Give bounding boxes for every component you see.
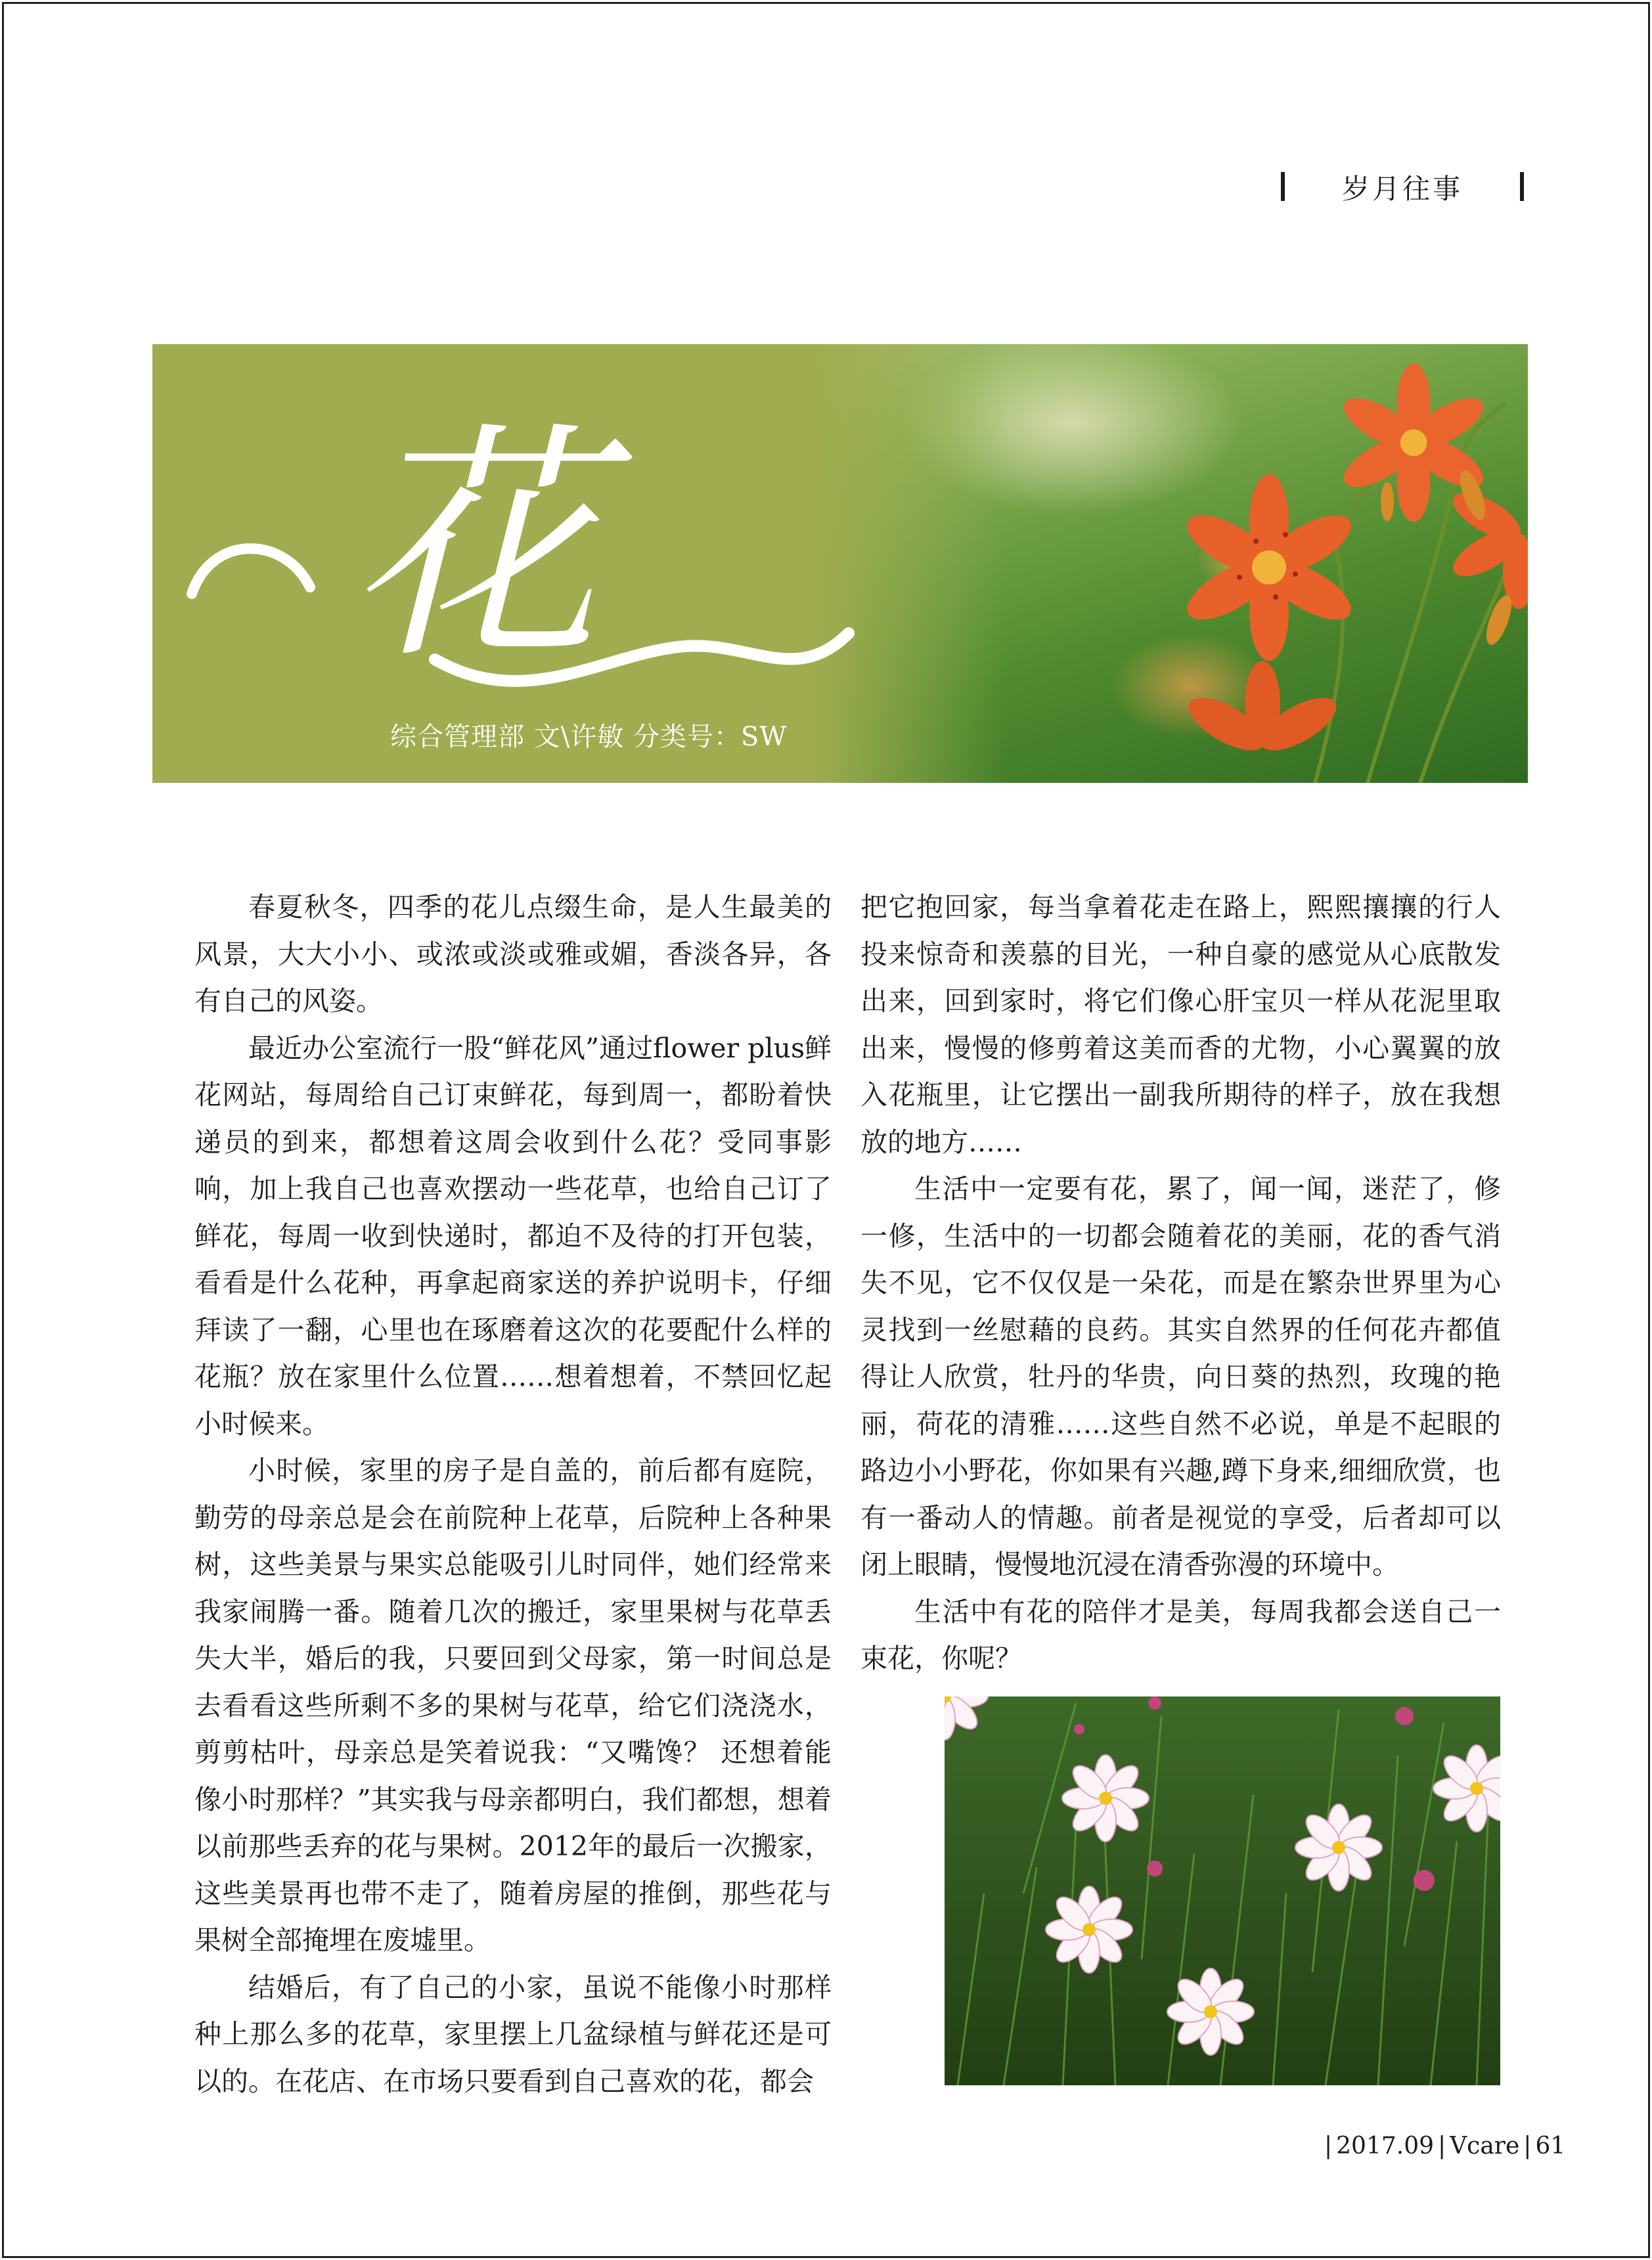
- footer-divider: |: [1523, 2133, 1532, 2160]
- article-column-right: [860, 884, 1501, 1683]
- calligraphy-title: [185, 370, 882, 738]
- article-byline: 综合管理部 文\许敏 分类号：SW: [390, 722, 788, 752]
- footer-divider: |: [1324, 2133, 1333, 2160]
- magazine-name: Vcare: [1450, 2133, 1520, 2160]
- paragraph: 把它抱回家，每当拿着花走在路上，熙熙攘攘的行人投来惊奇和羡慕的目光，一种自豪的感觉从心底散发出来，回到家时，将它们像心肝宝贝一样从花泥里取出来，慢慢的修剪着这美而香的尤物，小心翼翼的放入花瓶里，让它摆出一副我所期待的样子，放在我想放的地方……: [860, 891, 1501, 1158]
- cosmos-flower-photo: [945, 1696, 1500, 2085]
- paragraph: 春夏秋冬，四季的花儿点缀生命，是人生最美的风景，大大小小、或浓或淡或雅或媚，香淡各异，各有自己的风姿。: [194, 891, 832, 1017]
- paragraph: 生活中有花的陪伴才是美，每周我都会送自己一束花，你呢？: [860, 1595, 1501, 1674]
- paragraph: 最近办公室流行一股“鲜花风”通过flower plus鲜花网站，每周给自己订束鲜花，每到周一，都盼着快递员的到来，都想着这周会收到什么花？受同事影响，加上我自己也喜欢摆动一些花草，也给自己订了鲜花，每周一收到快递时，都迫不及待的打开包装，看看是什么花种，再拿起商家送的养护说明卡，仔细拜读了一翻，心里也在琢磨着这次的花要配什么样的花瓶？放在家里什么位置……想着想着，不禁回忆起小时候来。: [194, 1032, 832, 1440]
- paragraph: 生活中一定要有花，累了，闻一闻，迷茫了，修一修，生活中的一切都会随着花的美丽，花的香气消失不见，它不仅仅是一朵花，而是在繁杂世界里为心灵找到一丝慰藉的良药。其实自然界的任何花卉都值得让人欣赏，牡丹的华贵，向日葵的热烈，玫瑰的艳丽，荷花的清雅……这些自然不必说，单是不起眼的路边小小野花，你如果有兴趣,蹲下身来,细细欣赏，也有一番动人的情趣。前者是视觉的享受，后者却可以闭上眼睛，慢慢地沉浸在清香弥漫的环境中。: [860, 1173, 1501, 1580]
- page-number: 61: [1535, 2133, 1566, 2160]
- article-banner: [152, 344, 1528, 783]
- section-title: 岁月往事: [1341, 173, 1463, 205]
- issue-date: 2017.09: [1336, 2133, 1435, 2160]
- paragraph: 小时候，家里的房子是自盖的，前后都有庭院，勤劳的母亲总是会在前院种上花草，后院种上各种果树，这些美景与果实总能吸引儿时同伴，她们经常来我家闹腾一番。随着几次的搬迁，家里果树与花草丢失大半，婚后的我，只要回到父母家，第一时间总是去看看这些所剩不多的果树与花草，给它们浇浇水，剪剪枯叶，母亲总是笑着说我：“又嘴馋？ 还想着能像小时那样？”其实我与母亲都明白，我们都想，想着以前那些丢弃的花与果树。2012年的最后一次搬家，这些美景再也带不走了，随着房屋的推倒，那些花与果树全部掩埋在废墟里。: [194, 1455, 832, 1956]
- paragraph: 结婚后，有了自己的小家，虽说不能像小时那样种上那么多的花草，家里摆上几盆绿植与鲜花还是可以的。在花店、在市场只要看到自己喜欢的花，都会: [194, 1971, 832, 2097]
- section-divider-right: [1520, 172, 1524, 201]
- calligraphy-swash-left: [192, 548, 310, 594]
- footer-divider: |: [1438, 2133, 1446, 2160]
- page-footer: [1320, 2133, 1565, 2160]
- title-character: 花: [349, 401, 599, 692]
- section-divider-left: [1281, 172, 1285, 201]
- article-column-left: [194, 884, 832, 2105]
